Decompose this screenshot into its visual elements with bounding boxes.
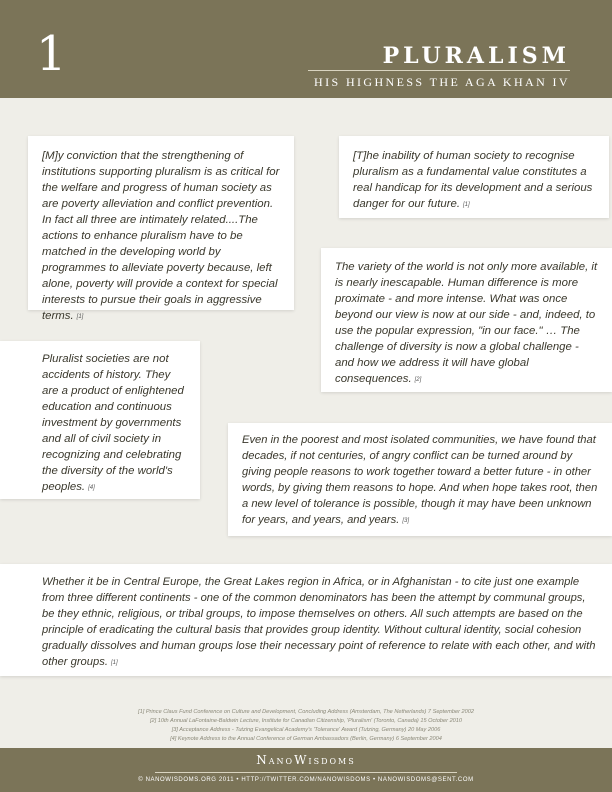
footnote-ref: [1] (463, 202, 470, 208)
title-divider (308, 70, 570, 71)
footnote-ref: [4] (88, 485, 95, 491)
quote-card (28, 136, 294, 322)
quote-text: Pluralist societies are not accidents of history. They are a product of enlightened education and continuous investment by governments and all of civil society in recognizing and celebrating the diversity of the world's peoples. (42, 353, 184, 493)
quote-text: [M]y conviction that the strengthening of institutions supporting pluralism is as critical for the welfare and progress of human society as are poverty alleviation and conflict prevention. In fact all three are intimately related....The actions to enhance pluralism have to be matched in the developing world by programmes to alleviate poverty because, left alone, poverty will provide a context for special interests to pursue their goals in aggressive terms. (42, 150, 280, 322)
quote-card (321, 248, 612, 392)
footnote-ref: [2] (414, 377, 422, 383)
footnote: [2] 10th Annual LaFontaine-Baldwin Lecture, Institute for Canadian Citizenship, 'Pluralism' (Toronto, Canada) 15 October 2010 (149, 718, 463, 724)
header-bar (0, 0, 612, 98)
footnote-ref: [1] (76, 314, 84, 320)
page-title: PLURALISM (382, 43, 570, 69)
footnote-ref: [3] (402, 518, 409, 524)
footnote-ref: [1] (110, 660, 118, 666)
brand-name: NanoWisdoms (256, 753, 356, 767)
footnote: [1] Prince Claus Fund Conference on Culture and Development, Concluding Address (Amsterdam, The Netherlands) 7 September 2002 (138, 709, 474, 715)
footer-links: © NANOWISDOMS.ORG 2011 • HTTP://TWITTER.COM/NANOWISDOMS • NANOWISDOMS@SENT.COM (138, 777, 474, 783)
footnote: [4] Keynote Address to the Annual Conference of German Ambassadors (Berlin, Germany) 6 September 2004 (170, 736, 442, 742)
footnotes (0, 708, 612, 744)
section-number: 1 (36, 26, 67, 82)
quote-card (228, 423, 612, 536)
quote-card (339, 136, 609, 218)
quote-card (0, 341, 200, 499)
quote-card (0, 564, 612, 676)
quote-text: [T]he inability of human society to recognise pluralism as a fundamental value constitutes a real handicap for its development and a serious danger for our future. (353, 150, 593, 210)
page-subtitle: HIS HIGHNESS THE AGA KHAN IV (314, 75, 570, 89)
footer-bar (0, 748, 612, 792)
quote-text: Even in the poorest and most isolated communities, we have found that decades, if not centuries, of angry conflict can be turned around by giving people reasons to work together toward a better future - in other words, by giving them reasons to hope. And when hope takes root, then a new level of tolerance is possible, though it may have been unknown for years, and years, and years. (242, 434, 598, 526)
footnote: [3] Acceptance Address - Tutzing Evangelical Academy's 'Tolerance' Award (Tutzing, Germany) 20 May 2006 (171, 727, 441, 733)
quote-text: Whether it be in Central Europe, the Great Lakes region in Africa, or in Afghanistan - to cite just one example from three different continents - one of the common denominators has been the attempt by communal groups, be they ethnic, religious, or tribal groups, to impose themselves on others. All such attempts are based on the principle of eradicating the cultural basis that provides group identity. Without cultural identity, social cohesion gradually dissolves and human groups lose their necessary point of reference to relate with each other, and with other groups. (42, 576, 596, 668)
quote-text: The variety of the world is not only more available, it is nearly inescapable. Human difference is more proximate - and more intense. What was once beyond our view is now at our side - and, indeed, to use the popular expression, "in our face." … The challenge of diversity is now a global challenge - and how we address it will have global consequences. (335, 261, 598, 385)
footer-divider (155, 772, 457, 773)
